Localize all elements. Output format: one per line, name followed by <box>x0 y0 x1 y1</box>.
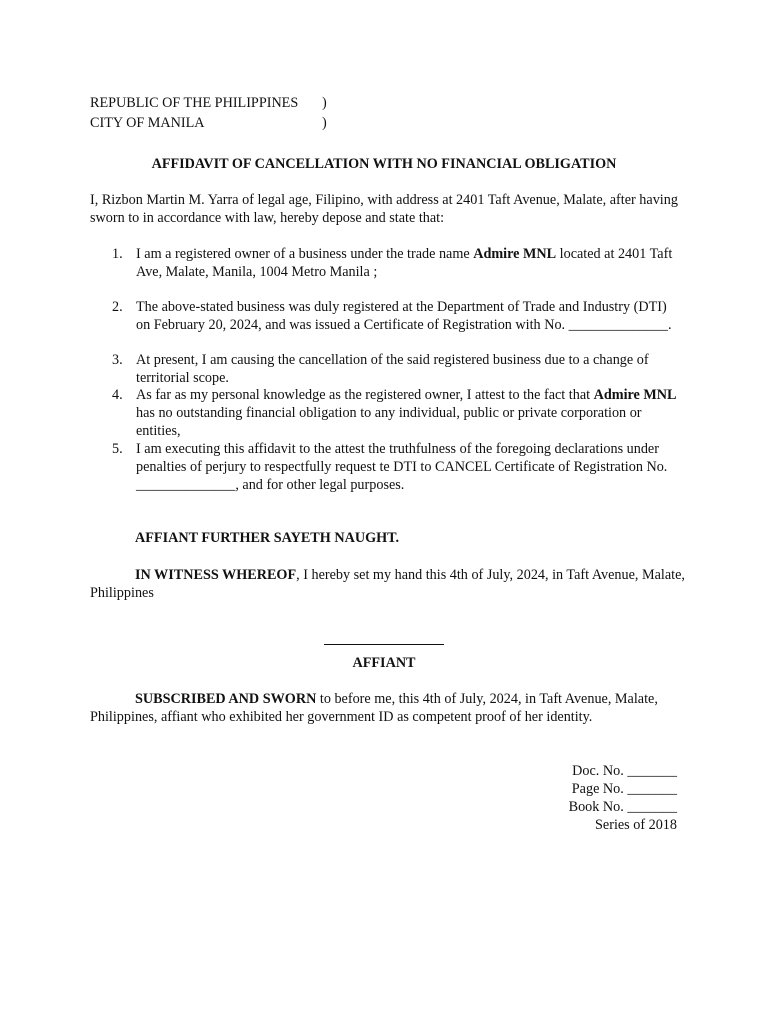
item-text: I am executing this affidavit to the attest the truthfulness of the foregoing declarations under penalties of perjury to respectfully request te DTI to CANCEL Certificate of Registration No. ______________, and for other legal purposes. <box>136 441 668 493</box>
venue-line-city <box>90 114 390 134</box>
witness-text: , I hereby set my hand this 4th of July, 2024, in Taft Avenue, Malate, Philippines <box>90 567 685 601</box>
item-text: At present, I am causing the cancellation of the said registered business due to a change of territorial scope. <box>136 352 649 386</box>
venue-paren: ) <box>322 95 327 111</box>
witness-heading: IN WITNESS WHEREOF <box>135 567 297 583</box>
trade-name: Admire MNL <box>593 387 677 403</box>
witness-paragraph <box>90 566 690 602</box>
notary-block <box>480 762 677 834</box>
item-number: 4. <box>112 387 123 403</box>
document-title: AFFIDAVIT OF CANCELLATION WITH NO FINANCIAL OBLIGATION <box>151 156 617 172</box>
item-text: located at 2401 Taft Ave, Malate, Manila, 1004 Metro Manila ; <box>136 246 673 280</box>
trade-name: Admire MNL <box>473 246 557 262</box>
list-item <box>112 245 682 281</box>
affiant-label: AFFIANT <box>352 655 416 671</box>
affiant-further-statement: AFFIANT FURTHER SAYETH NAUGHT. <box>135 530 400 546</box>
item-text: has no outstanding financial obligation to any individual, public or private corporation or entities, <box>136 405 642 439</box>
venue-city-text: CITY OF MANILA <box>90 115 205 131</box>
venue-republic-text: REPUBLIC OF THE PHILIPPINES <box>90 95 299 111</box>
subscribed-paragraph <box>90 690 690 726</box>
item-number: 5. <box>112 441 123 457</box>
venue-block <box>90 94 390 134</box>
venue-line-republic <box>90 94 390 114</box>
subscribed-text: to before me, this 4th of July, 2024, in Taft Avenue, Malate, Philippines, affiant who exhibited her government ID as competent proof of her identity. <box>90 691 658 725</box>
item-number: 1. <box>112 246 123 262</box>
book-number: Book No. _______ <box>568 799 677 815</box>
item-number: 3. <box>112 352 123 368</box>
venue-paren: ) <box>322 115 327 131</box>
list-item <box>112 386 682 440</box>
intro-paragraph: I, Rizbon Martin M. Yarra of legal age, Filipino, with address at 2401 Taft Avenue, Malate, after having sworn to in accordance with law, hereby depose and state that: <box>90 192 678 226</box>
signature-line <box>324 644 444 645</box>
item-text: As far as my personal knowledge as the registered owner, I attest to the fact that <box>136 387 594 403</box>
item-number: 2. <box>112 299 123 315</box>
list-item <box>112 351 682 387</box>
item-text: The above-stated business was duly registered at the Department of Trade and Industry (DTI) on February 20, 2024, and was issued a Certificate of Registration with No. ______________. <box>136 299 672 333</box>
page-number: Page No. _______ <box>571 781 677 797</box>
doc-number: Doc. No. _______ <box>572 763 677 779</box>
series-year: Series of 2018 <box>595 817 677 833</box>
list-item <box>112 440 682 494</box>
subscribed-heading: SUBSCRIBED AND SWORN <box>135 691 317 707</box>
list-item <box>112 298 682 334</box>
item-text: I am a registered owner of a business under the trade name <box>136 246 474 262</box>
